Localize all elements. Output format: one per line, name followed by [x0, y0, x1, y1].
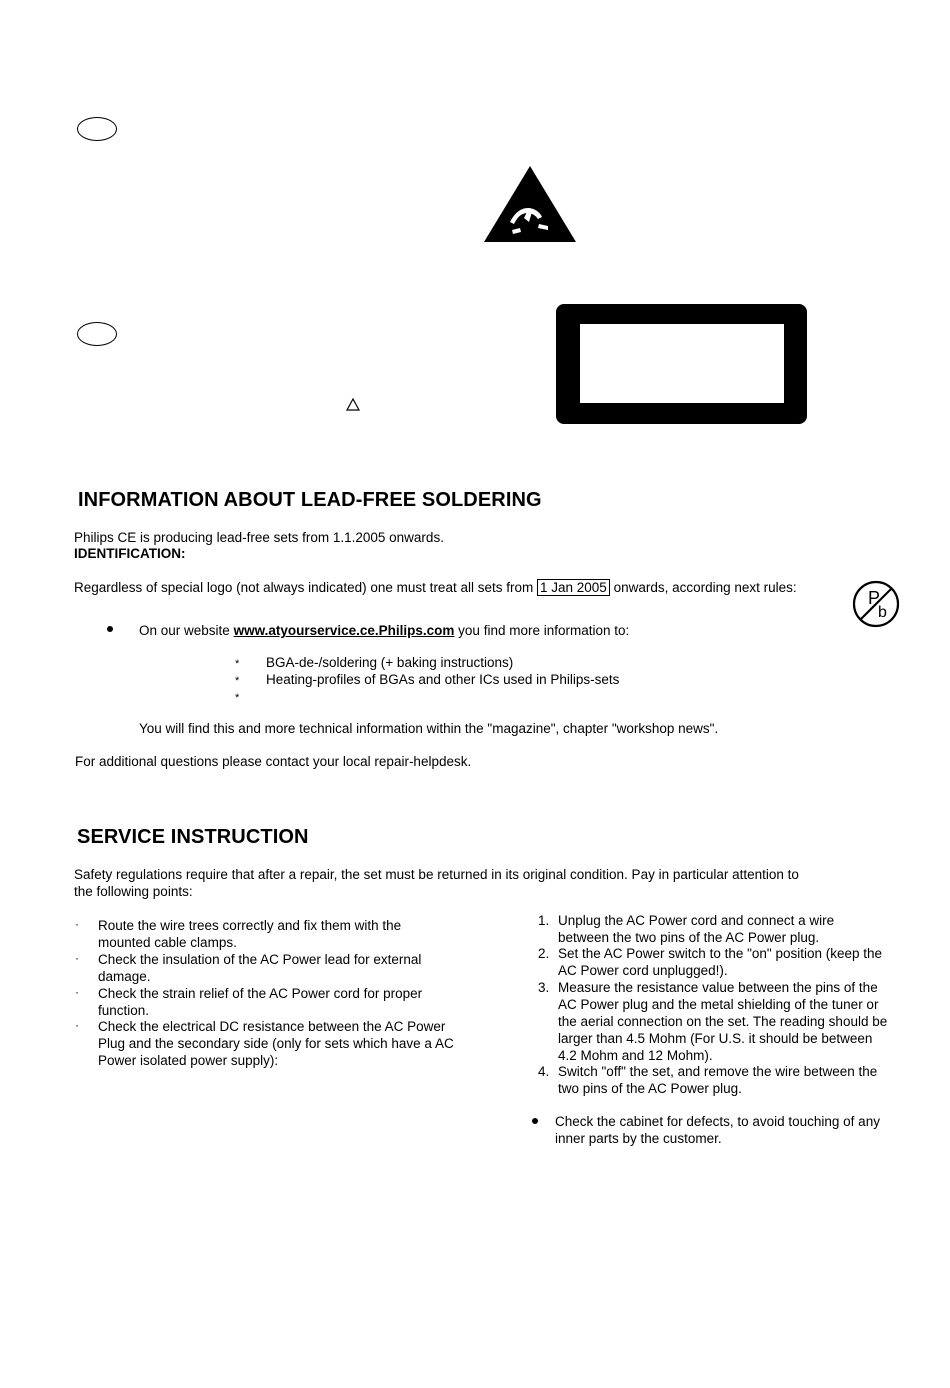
dot-marker-icon: ·	[75, 951, 79, 965]
cabinet-check-line-1: Check the cabinet for defects, to avoid touching of any	[555, 1114, 880, 1129]
step-3-line-2: AC Power plug and the metal shielding of the tuner or	[558, 997, 879, 1012]
dot-marker-icon: ·	[75, 917, 79, 931]
step-2-line-1: Set the AC Power switch to the "on" position (keep the	[558, 946, 883, 961]
step-2-line-2: AC Power cord unplugged!).	[558, 963, 728, 978]
rule-text-before: Regardless of special logo (not always indicated) one must treat all sets from	[74, 580, 534, 595]
country-oval-icon	[77, 117, 117, 141]
service-heading: SERVICE INSTRUCTION	[77, 826, 309, 848]
identification-label: IDENTIFICATION:	[74, 546, 186, 561]
subitem-2: Heating-profiles of BGAs and other ICs used in Philips-sets	[266, 672, 620, 687]
left-item-4-line-3: Power isolated power supply):	[98, 1053, 279, 1068]
lead-free-heading: INFORMATION ABOUT LEAD-FREE SOLDERING	[78, 489, 542, 511]
service-intro-line-1: Safety regulations require that after a repair, the set must be returned in its original condition. Pay in particular attention to	[74, 867, 799, 882]
step-4-line-1: Switch "off" the set, and remove the wire between the	[558, 1064, 878, 1079]
safety-label-frame	[556, 304, 807, 424]
asterisk-icon: *	[235, 675, 240, 687]
subitem-1: BGA-de-/soldering (+ baking instructions)	[266, 655, 514, 670]
dot-marker-icon: ·	[75, 985, 79, 999]
rule-date-box: 1 Jan 2005	[537, 579, 610, 596]
lead-free-rule	[74, 579, 797, 596]
left-item-1-line-2: mounted cable clamps.	[98, 935, 237, 950]
country-oval-icon	[77, 322, 117, 346]
left-item-3-line-1: Check the strain relief of the AC Power cord for proper	[98, 986, 423, 1001]
service-intro-line-2: the following points:	[74, 884, 193, 899]
magazine-note: You will find this and more technical information within the "magazine", chapter "workshop news".	[139, 721, 719, 736]
step-1-number: 1.	[538, 913, 550, 928]
asterisk-icon: *	[235, 658, 240, 670]
step-4-line-2: two pins of the AC Power plug.	[558, 1081, 742, 1096]
pb-letter-b: b	[878, 604, 887, 621]
lead-free-intro: Philips CE is producing lead-free sets from 1.1.2005 onwards.	[74, 530, 444, 545]
step-3-line-1: Measure the resistance value between the pins of the	[558, 980, 878, 995]
website-link[interactable]: www.atyourservice.ce.Philips.com	[233, 623, 455, 638]
step-3-line-4: larger than 4.5 Mohm (For U.S. it should be between	[558, 1031, 873, 1046]
website-text-before: On our website	[139, 623, 230, 638]
step-1-line-1: Unplug the AC Power cord and connect a wire	[558, 913, 835, 928]
step-1-line-2: between the two pins of the AC Power plug.	[558, 930, 820, 945]
step-3-line-3: the aerial connection on the set. The reading should be	[558, 1014, 888, 1029]
website-line	[139, 622, 629, 639]
contact-note: For additional questions please contact your local repair-helpdesk.	[75, 754, 472, 769]
left-item-1-line-1: Route the wire trees correctly and fix them with the	[98, 918, 402, 933]
triangle-icon	[346, 398, 360, 414]
pb-letter-p: P	[868, 588, 881, 608]
left-item-2-line-1: Check the insulation of the AC Power lead for external	[98, 952, 422, 967]
left-item-4-line-2: Plug and the secondary side (only for sets which have a AC	[98, 1036, 454, 1051]
step-3-number: 3.	[538, 980, 550, 995]
lead-free-icon	[852, 580, 900, 631]
left-item-3-line-2: function.	[98, 1003, 150, 1018]
step-2-number: 2.	[538, 946, 550, 961]
bullet-icon	[532, 1118, 538, 1124]
step-4-number: 4.	[538, 1064, 550, 1079]
left-item-2-line-2: damage.	[98, 969, 151, 984]
step-3-line-5: 4.2 Mohm and 12 Mohm).	[558, 1048, 713, 1063]
rule-text-after: onwards, according next rules:	[613, 580, 797, 595]
dot-marker-icon: ·	[75, 1018, 79, 1032]
bullet-icon	[107, 626, 113, 632]
left-item-4-line-1: Check the electrical DC resistance between the AC Power	[98, 1019, 446, 1034]
cabinet-check-line-2: inner parts by the customer.	[555, 1131, 722, 1146]
website-text-after: you find more information to:	[458, 623, 630, 638]
asterisk-icon: *	[235, 692, 240, 704]
esd-warning-icon	[484, 166, 576, 245]
